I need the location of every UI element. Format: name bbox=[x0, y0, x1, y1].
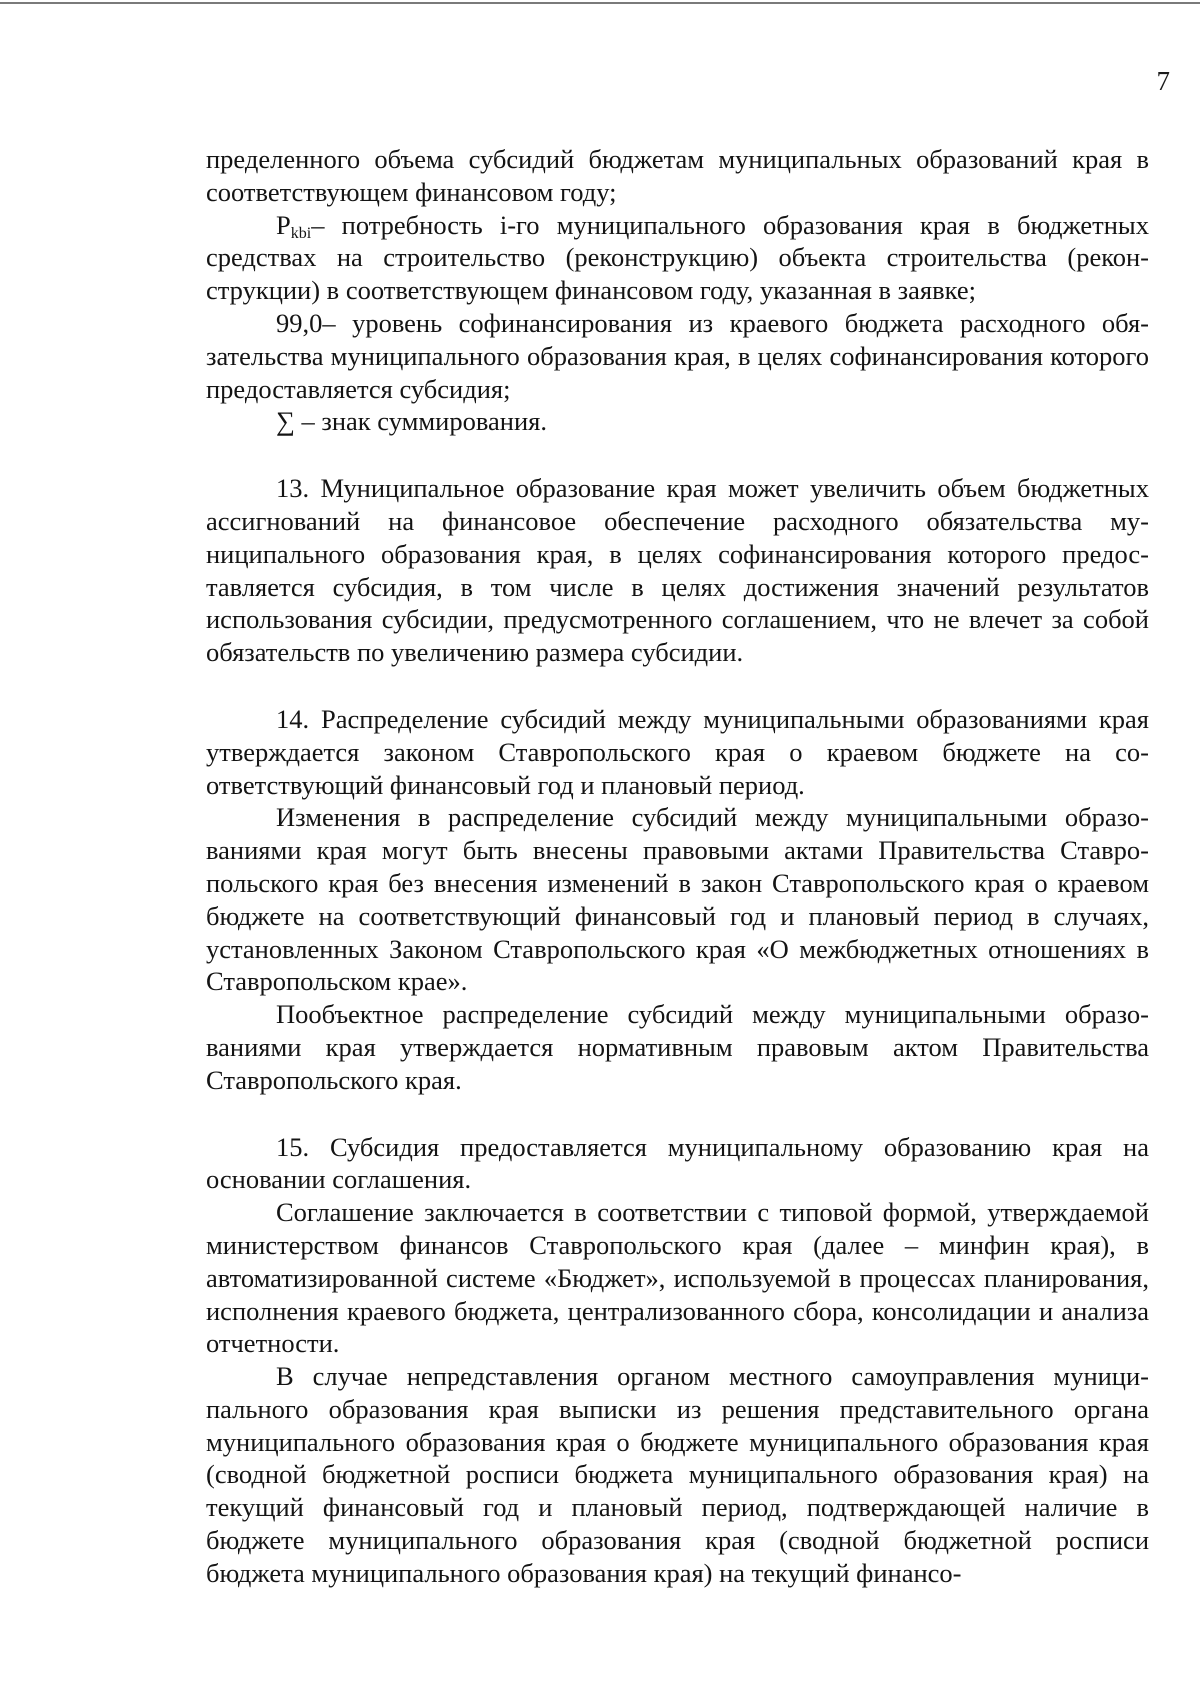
paragraph-14-changes: Изменения в распределение субсидий между муниципальными образованиями края могут быть внесены правовыми актами Правительства Ставропольского края без внесения изменений в закон Ставропольского края о краевом бюджете на соответствующий финансовый год и плановый период в случаях, установленных Законом Ставропольского края «О межбюджетных отношениях в Ставропольском крае». bbox=[206, 802, 1149, 997]
paragraph-14-object-distribution: Пообъектное распределение субсидий между муниципальными образованиями края утверждается нормативным правовым актом Правительства Ставропольского края. bbox=[206, 999, 1149, 1095]
symbol-subscript-kbi: kbi bbox=[290, 224, 312, 242]
paragraph-14: 14. Распределение субсидий между муниципальными образованиями края утверждается законом Ставропольского края о краевом бюджете на соответствующий финансовый год и плановый период. bbox=[206, 703, 1149, 800]
paragraph-pkbi-definition bbox=[206, 209, 1149, 307]
top-border-line bbox=[0, 2, 1200, 4]
paragraph-13: 13. Муниципальное образование края может увеличить объем бюджетных ассигнований на финансовое обеспечение расходного обязательства муниципального образования края, в целях софинансирования которого предоставляется субсидия, в том числе в целях достижения значений результатов использования субсидии, предусмотренного соглашением, что не влечет за собой обязательств по увеличению размера субсидии. bbox=[206, 473, 1149, 668]
paragraph-sum-sign: ∑ – знак суммирования. bbox=[276, 406, 547, 437]
page-number: 7 bbox=[1156, 66, 1170, 96]
paragraph-continuation: пределенного объема субсидий бюджетам муниципальных образований края в соответствующем финансовом году; bbox=[206, 144, 1149, 207]
symbol-p: P bbox=[276, 209, 291, 240]
paragraph-15-agreement: Соглашение заключается в соответствии с типовой формой, утверждаемой министерством финансов Ставропольского края (далее – минфин края), в автоматизированной системе «Бюджет», используемой в процессах планирования, исполнения краевого бюджета, централизованного сбора, консолидации и анализа отчетности. bbox=[206, 1197, 1149, 1359]
pkbi-definition-text: – потребность i-го муниципального образования края в бюджетных средствах на строительство (реконструкцию) объекта строительства (реконструкции) в соответствующем финансовом году, указанная в заявке; bbox=[206, 209, 1149, 306]
paragraph-cofinancing-level: 99,0– уровень софинансирования из краевого бюджета расходного обязательства муниципального образования края, в целях софинансирования которого предоставляется субсидия; bbox=[206, 307, 1149, 404]
paragraph-15: 15. Субсидия предоставляется муниципальному образованию края на основании соглашения. bbox=[206, 1131, 1149, 1195]
document-body bbox=[206, 143, 1149, 1590]
paragraph-15-non-submission: В случае непредставления органом местного самоуправления муниципального образования края выписки из решения представительного органа муниципального образования края о бюджете муниципального образования края (сводной бюджетной росписи бюджета муниципального образования края) на текущий финансовый год и плановый период, подтверждающей наличие в бюджете муниципального образования края (сводной бюджетной росписи бюджета муниципального образования края) на текущий финансо- bbox=[206, 1361, 1149, 1588]
